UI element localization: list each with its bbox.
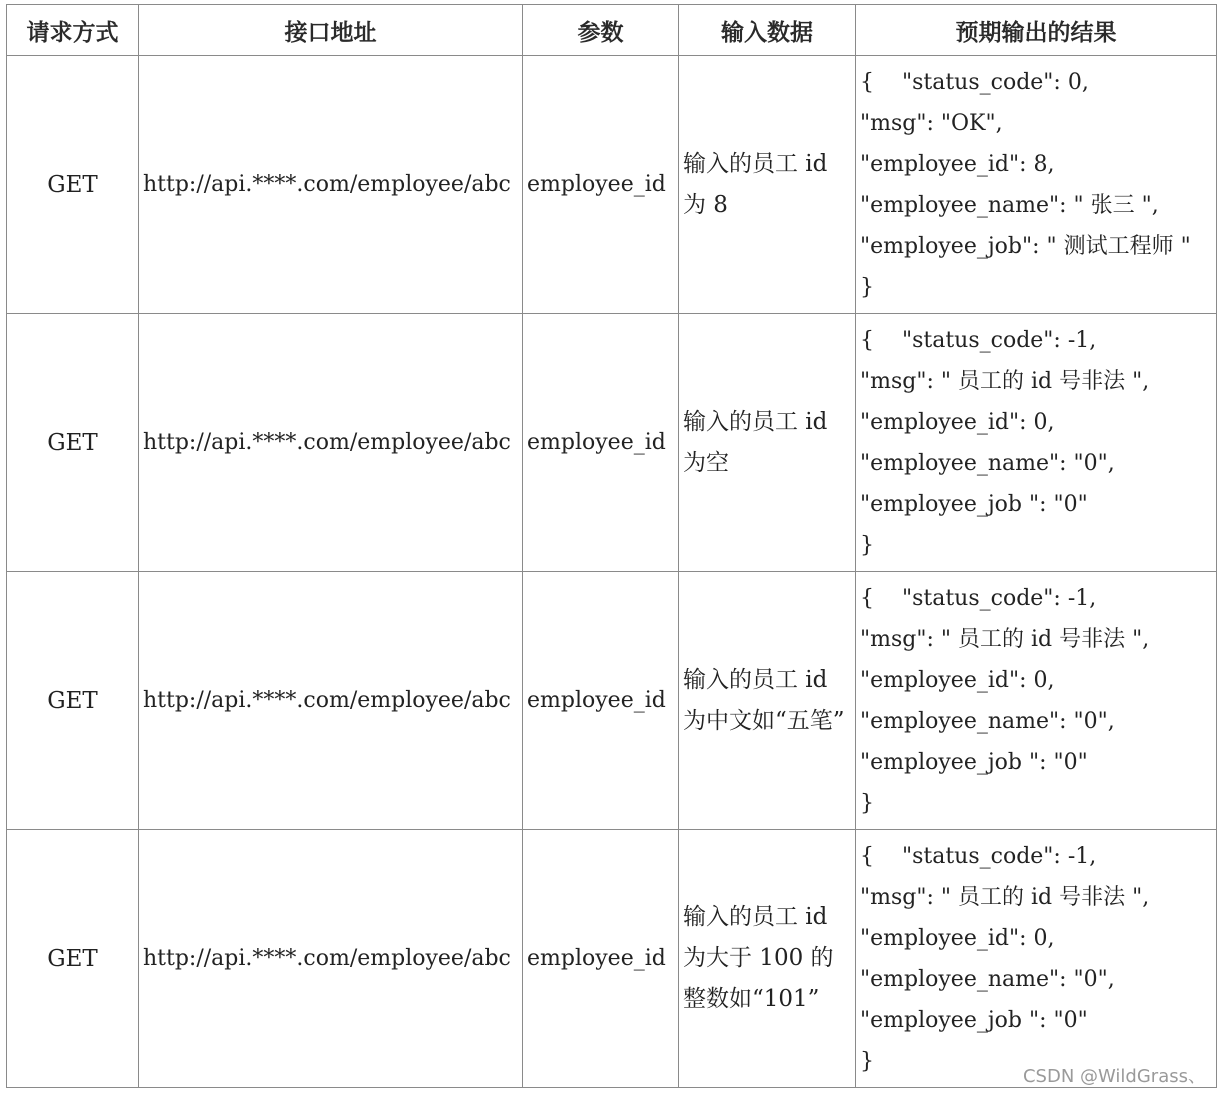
output-line: } [860,274,874,300]
output-line: "employee_name": " 张三 ", [860,192,1159,218]
output-line: "employee_name": "0", [860,450,1115,476]
output-line: "employee_id": 0, [860,667,1055,693]
method-cell: GET [7,572,139,830]
output-line: "msg": "OK", [860,110,1003,136]
input-cell: 输入的员工 id 为空 [679,314,856,572]
param-cell: employee_id [523,830,679,1088]
header-input-data: 输入数据 [679,5,856,56]
input-cell: 输入的员工 id 为大于 100 的整数如“101” [679,830,856,1088]
table-row [7,572,1217,830]
output-line: "msg": " 员工的 id 号非法 ", [860,626,1150,652]
output-line: "employee_name": "0", [860,708,1115,734]
expected-output-cell [856,572,1217,830]
expected-output-cell [856,830,1217,1088]
table-row [7,830,1217,1088]
output-line: "employee_job": " 测试工程师 " [860,233,1191,259]
expected-output-cell [856,56,1217,314]
output-line: "employee_job ": "0" [860,749,1088,775]
input-cell: 输入的员工 id 为中文如“五笔” [679,572,856,830]
output-line: { "status_code": -1, [860,585,1097,611]
output-line: "employee_id": 0, [860,409,1055,435]
header-parameter: 参数 [523,5,679,56]
param-cell: employee_id [523,572,679,830]
url-cell: http://api.****.com/employee/abc [139,56,523,314]
output-line: "employee_id": 0, [860,925,1055,951]
output-line: "employee_name": "0", [860,966,1115,992]
output-line: } [860,1048,874,1074]
table-row [7,314,1217,572]
output-line: } [860,790,874,816]
output-line: { "status_code": 0, [860,69,1089,95]
header-request-method: 请求方式 [7,5,139,56]
param-cell: employee_id [523,56,679,314]
output-line: } [860,532,874,558]
output-line: "employee_job ": "0" [860,491,1088,517]
output-line: "msg": " 员工的 id 号非法 ", [860,884,1150,910]
method-cell: GET [7,314,139,572]
param-cell: employee_id [523,314,679,572]
method-cell: GET [7,56,139,314]
expected-output-cell [856,314,1217,572]
csdn-watermark: CSDN @WildGrass、 [1022,1066,1206,1087]
url-cell: http://api.****.com/employee/abc [139,830,523,1088]
url-cell: http://api.****.com/employee/abc [139,572,523,830]
header-api-url: 接口地址 [139,5,523,56]
header-expected-output: 预期输出的结果 [856,5,1217,56]
table-header-row [7,5,1217,56]
output-line: { "status_code": -1, [860,843,1097,869]
output-line: "msg": " 员工的 id 号非法 ", [860,368,1150,394]
api-test-case-table [6,4,1217,1088]
url-cell: http://api.****.com/employee/abc [139,314,523,572]
method-cell: GET [7,830,139,1088]
input-cell: 输入的员工 id 为 8 [679,56,856,314]
output-line: { "status_code": -1, [860,327,1097,353]
table-row [7,56,1217,314]
output-line: "employee_id": 8, [860,151,1055,177]
output-line: "employee_job ": "0" [860,1007,1088,1033]
